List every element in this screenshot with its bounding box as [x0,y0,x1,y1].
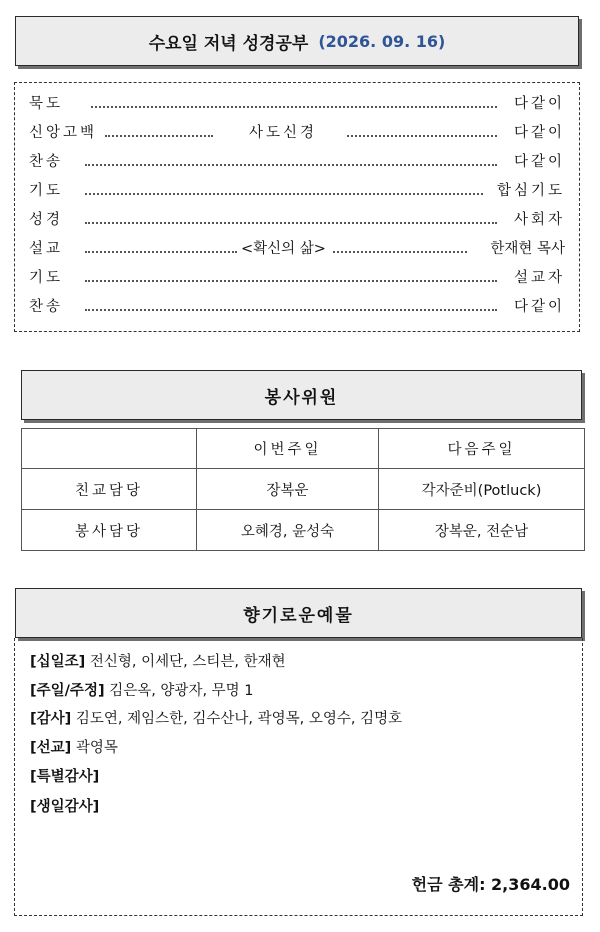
dot-leader [85,222,497,224]
order-label: 기도 [29,270,64,286]
offering-line [30,738,118,758]
order-row [29,149,565,175]
order-label: 기도 [29,183,64,199]
order-label: 찬송 [29,154,64,170]
order-of-worship [14,82,580,332]
order-row [29,207,565,233]
table-row [22,510,585,551]
offering-names: 전신형, 이세단, 스티븐, 한재현 [89,654,286,670]
dot-leader [85,251,237,253]
column-header [22,429,197,469]
dot-leader [85,164,497,166]
order-leader: 다같이 [513,96,565,112]
total-value: 2,364.00 [491,875,570,894]
order-label: 묵도 [29,96,64,112]
order-item: 사도신경 [249,125,318,141]
total-label: 헌금 총계: [411,875,486,894]
offering-line [30,681,254,701]
dot-leader [347,135,497,137]
order-row [29,294,565,320]
order-leader: 한재현 목사 [490,241,565,257]
order-leader: 설교자 [513,270,565,286]
offering-names: 김은옥, 양광자, 무명 1 [109,683,254,699]
dot-leader [85,309,497,311]
order-label: 설교 [29,241,64,257]
dot-leader [91,106,497,108]
offering-category: [생일감사] [30,799,100,815]
offering-category: [주일/주정] [30,683,105,699]
order-leader: 다같이 [513,125,565,141]
order-label: 신앙고백 [29,125,98,141]
next-week-cell: 각자준비(Potluck) [379,469,585,510]
order-leader: 다같이 [513,299,565,315]
offering-category: [특별감사] [30,769,100,785]
offering-line [30,797,99,817]
table-row [22,469,585,510]
order-leader: 다같이 [513,154,565,170]
offering-category: [십일조] [30,654,86,670]
offering-category: [감사] [30,711,72,727]
title-date: (2026. 09. 16) [318,31,446,51]
next-week-cell: 장복운, 전순남 [379,510,585,551]
offering-line [30,709,402,729]
offering-line [30,652,286,672]
service-table [21,428,585,551]
column-header-this-week: 이번주일 [197,429,379,469]
title-text: 수요일 저녁 성경공부 [148,33,309,54]
this-week-cell: 장복운 [197,469,379,510]
page-title [15,16,579,66]
dot-leader [85,193,483,195]
offering-line [30,767,99,787]
order-row [29,265,565,291]
offering-total [412,872,570,895]
offering-section-title: 향기로운예물 [15,588,582,638]
sermon-title: <확신의 삶> [241,241,326,257]
order-row [29,178,565,204]
order-label: 성경 [29,212,64,228]
dot-leader [85,280,497,282]
order-row [29,120,565,146]
order-label: 찬송 [29,299,64,315]
role-cell: 봉사담당 [22,510,197,551]
dot-leader [105,135,213,137]
column-header-next-week: 다음주일 [379,429,585,469]
offering-names: 곽영목 [75,740,118,756]
order-row [29,91,565,117]
order-leader: 합심기도 [496,183,565,199]
service-section-title: 봉사위원 [21,370,582,420]
dot-leader [333,251,467,253]
order-leader: 사회자 [513,212,565,228]
offering-category: [선교] [30,740,72,756]
offering-names: 김도연, 제임스한, 김수산나, 곽영목, 오영수, 김명호 [75,711,403,727]
table-header-row [22,429,585,469]
role-cell: 친교담당 [22,469,197,510]
this-week-cell: 오혜경, 윤성숙 [197,510,379,551]
order-row [29,236,565,262]
